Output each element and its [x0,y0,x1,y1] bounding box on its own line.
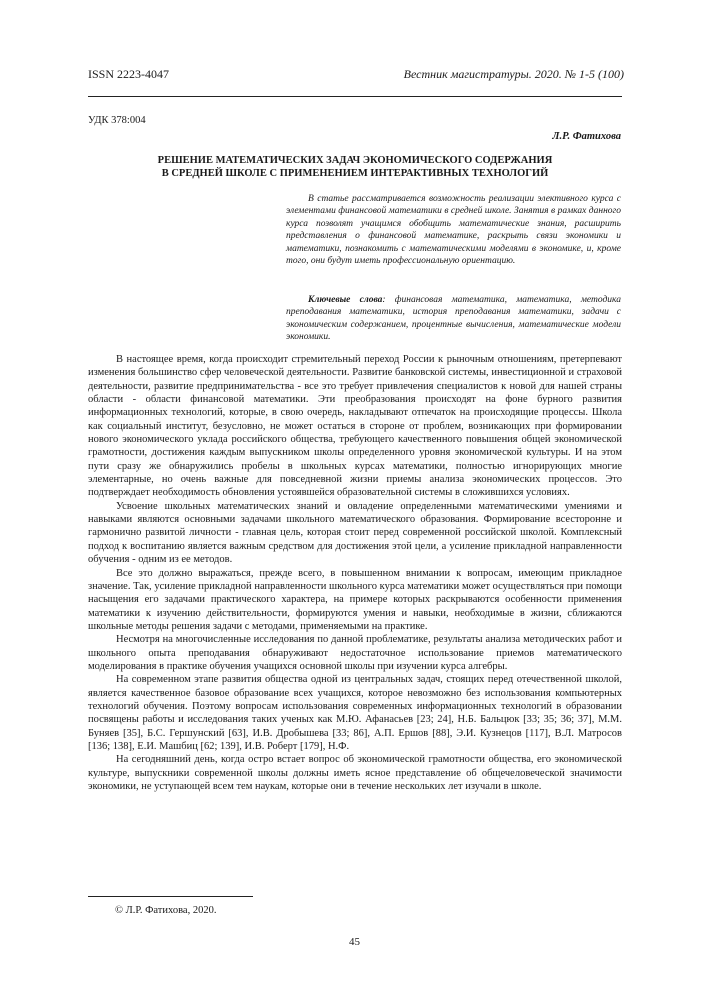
author-name: Л.Р. Фатихова [552,131,621,142]
page-number: 45 [349,936,360,948]
paragraph: В настоящее время, когда происходит стремительный переход России к рыночным отношениям, претерпевают изменения большинство сфер человеческой деятельности. Развитие банковской системы, инвестиционной и страховой деятельности, развитие предпринимательства - все это требует привлечения специалистов к новой для нашей страны области - области финансовой математики. Эти преобразования происходят на фоне бурного развития информационных технологий, которые, в свою очередь, накладывают отпечаток на происходящие процессы. Школа как социальный институт, безусловно, не может остаться в стороне от проблем, возникающих при формировании нового экономического уклада российского общества, требующего качественного повышения общей экономической грамотности, достижения каждым выпускником школы определенного уровня экономической культуры. И на этом пути сразу же обнаружились пробелы в школьных курсах математики, полностью игнорирующих многие элементарные, но очень важные для повседневной жизни приемы анализа экономических процессов. Это подтверждает необходимость обновления устоявшейся образовательной системы в сложившихся условиях. [88,354,622,499]
paragraph: Усвоение школьных математических знаний и овладение определенными математическими умениями и навыками являются основными задачами школьного математического образования. Формирование всесторонне и гармонично развитой личности - главная цель, которая стоит перед современной российской школой. Комплексный подход к воспитанию является важным средством для достижения этой цели, а усиление прикладной направленности обучения - одним из ее методов. [88,500,622,566]
title-line-1: РЕШЕНИЕ МАТЕМАТИЧЕСКИХ ЗАДАЧ ЭКОНОМИЧЕСКОГО СОДЕРЖАНИЯ [157,155,553,166]
abstract: В статье рассматривается возможность реализации элективного курса с элементами финансовой математики в средней школе. Занятия в рамках данного курса позволят учащимся обобщить математические знания, расширить представления о финансовой математике, раскрыть связи экономики и математики, познакомить с математическими моделями в экономике, и, кроме того, они будут иметь профессиональную ориентацию. [286,194,621,267]
footnote-rule [88,896,253,897]
paragraph: На современном этапе развития общества одной из центральных задач, стоящих перед отечественной школой, является качественное базовое образование всех учащихся, которое невозможно без использования компьютерных технологий обучения. Поэтому вопросам использования современных информационных технологий в образовании посвящены работы и исследования таких ученых как М.Ю. Афанасьев [23; 24], Н.Б. Бальцюк [33; 35; 36; 37], М.М. Буняев [35], Б.С. Гершунский [63], И.В. Дробышева [33; 86], А.П. Ершов [88], Э.И. Кузнецов [117], В.Л. Матросов [136; 138], Е.И. Машбиц [62; 139], И.В. Роберт [179], Н.Ф. [88,674,622,752]
paragraph: Несмотря на многочисленные исследования по данной проблематике, результаты анализа методических работ и школьного опыта преподавания обнаруживают недостаточное использование приемов математического моделирования в практике обучения учащихся основной школы при изучении курса алгебры. [88,634,622,672]
paragraph: На сегодняшний день, когда остро встает вопрос об экономической грамотности общества, его экономической культуре, выпускники современной школы должны иметь ясное представление об общечеловеческой значимости экономики, не уступающей всем тем наукам, которые они в течение нескольких лет изучали в школе. [88,754,622,792]
article-title [88,154,622,180]
article-body [88,353,622,793]
keywords-label: Ключевые слова [308,295,383,305]
running-header [88,66,624,82]
title-line-2: В СРЕДНЕЙ ШКОЛЕ С ПРИМЕНЕНИЕМ ИНТЕРАКТИВНЫХ ТЕХНОЛОГИЙ [161,168,549,179]
journal-citation: Вестник магистратуры. 2020. № 1-5 (100) [403,67,624,81]
keywords [286,294,621,344]
keywords-text: : финансовая математика, математика, методика преподавания математики, история преподавания математики, задачи с экономическим содержанием, процентные вычисления, математические модели экономики. [286,295,621,343]
copyright-footnote: © Л.Р. Фатихова, 2020. [115,905,217,916]
issn: ISSN 2223-4047 [88,67,170,81]
udk-code: УДК 378:004 [88,115,146,126]
paragraph: Все это должно выражаться, прежде всего, в повышенном внимании к вопросам, имеющим прикладное значение. Так, усиление прикладной направленности школьного курса математики может осуществляться при помощи насыщения его задачами практического характера, на примере которых раскрываются особенности применения математики к изучению действительности, формируются умения и навыки, необходимые в жизни, сближаются школьные методы решения задачи с методами, применяемыми на практике. [88,567,622,632]
header-rule [88,96,622,97]
